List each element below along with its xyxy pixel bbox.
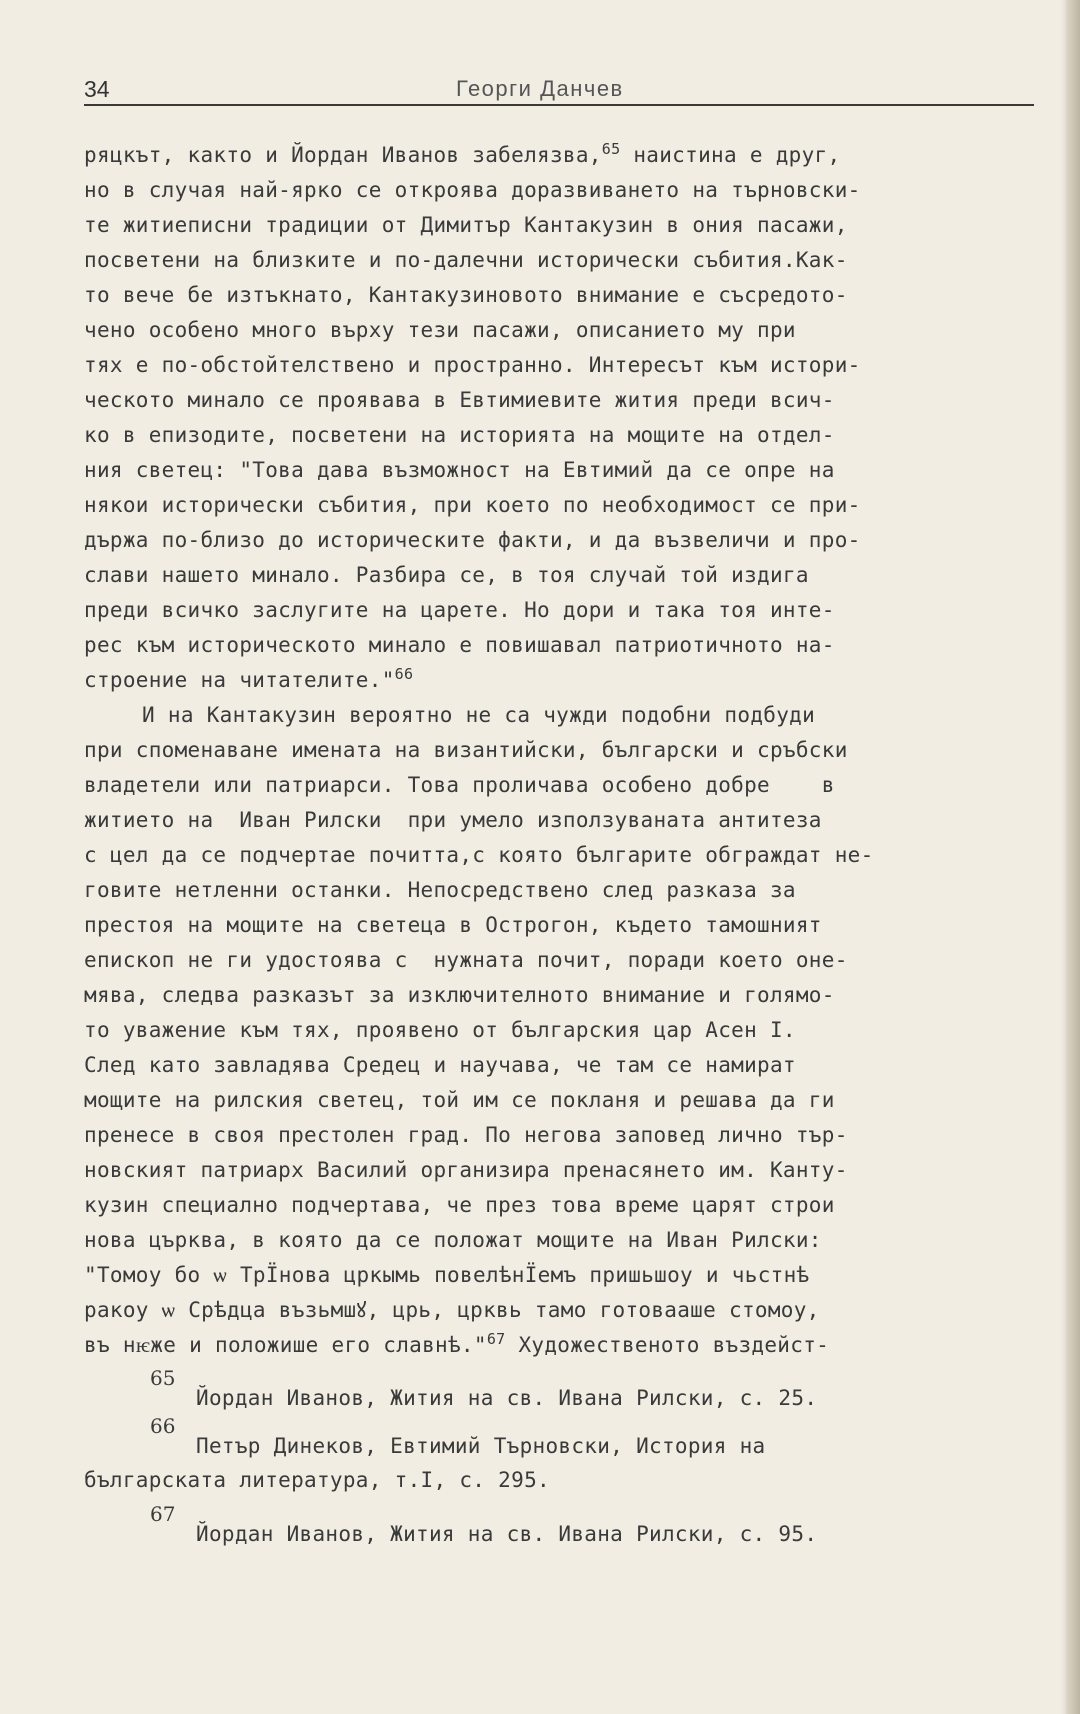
paragraph-start-line: И на Кантакузин вероятно не са чужди подобни подбуди: [142, 703, 816, 727]
text-line: пренесе в своя престолен град. По негова заповед лично тър-: [84, 1123, 848, 1147]
footnotes: [84, 1366, 1044, 1550]
text-line: ко в епизодите, посветени на историята на мощите на отдел-: [84, 423, 835, 447]
text-line: посветени на близките и по-далечни исторически събития.Как-: [84, 248, 848, 272]
quote-line: "Томоу бо ѡ ТрЇнова цркымь повелѣнЇемъ пришьшоу и чьстнѣ: [84, 1263, 810, 1287]
page-number: 34: [84, 76, 110, 102]
text-line: но в случая най-ярко се откроява доразвиването на търновски-: [84, 178, 861, 202]
footnote-number: 65: [150, 1366, 176, 1390]
footnote-text-continued: българската литература, т.I, с. 295.: [84, 1468, 550, 1492]
page-header: [84, 74, 1034, 104]
text-line: житието на Иван Рилски при умело използуваната антитеза: [84, 808, 822, 832]
footnote-text: Петър Динеков, Евтимий Търновски, История на: [196, 1434, 766, 1458]
text-line: строение на читателите."$^{66}$: [84, 665, 414, 692]
text-line: ния светец: "Това дава възможност на Евтимий да се опре на: [84, 458, 835, 482]
footnote-ref-65[interactable]: 65: [601, 140, 621, 158]
text-line: престоя на мощите на светеца в Острогон, където тамошният: [84, 913, 822, 937]
text-line: ческото минало се проявава в Евтимиевите жития преди всич-: [84, 388, 835, 412]
text-line: слави нашето минало. Разбира се, в тоя случай той издига: [84, 563, 809, 587]
text-line: След като завладява Средец и научава, че там се намират: [84, 1053, 796, 1077]
running-title: Георги Данчев: [456, 76, 624, 101]
footnote-ref-66[interactable]: 66: [394, 665, 414, 683]
text-line: владетели или патриарси. Това проличава особено добре в: [84, 773, 835, 797]
quote-line: въ нѥже и положише его славнѣ."$^{67}$ Художественото въздейст-: [84, 1330, 830, 1357]
text-line: мощите на рилския светец, той им се покланя и решава да ги: [84, 1088, 835, 1112]
text-line: епископ не ги удостоява с нужната почит, поради което оне-: [84, 948, 848, 972]
footnote-67: [84, 1502, 1044, 1550]
footnote-number: 66: [150, 1414, 176, 1438]
footnote-number: 67: [150, 1502, 176, 1526]
text-line: преди всичко заслугите на царете. Но дори и така тоя инте-: [84, 598, 835, 622]
text-line: то уважение към тях, проявено от българския цар Асен I.: [84, 1018, 796, 1042]
main-text: [84, 138, 1044, 1363]
footnote-text: Йордан Иванов, Жития на св. Ивана Рилски, с. 25.: [196, 1386, 818, 1410]
text-line: кузин специално подчертава, че през това време царят строи: [84, 1193, 835, 1217]
header-rule: [84, 104, 1034, 106]
text-line: някои исторически събития, при което по необходимост се при-: [84, 493, 861, 517]
text-line: тях е по-обстойтелствено и пространно. Интересът към истори-: [84, 353, 861, 377]
text-line: при споменаване имената на византийски, български и сръбски: [84, 738, 848, 762]
footnote-text: Йордан Иванов, Жития на св. Ивана Рилски, с. 95.: [196, 1522, 818, 1546]
text-line: нова църква, в която да се положат мощите на Иван Рилски:: [84, 1228, 822, 1252]
text-line: те житиеписни традиции от Димитър Кантакузин в ония пасажи,: [84, 213, 848, 237]
text-line: то вече бе изтъкнато, Кантакузиновото внимание е съсредото-: [84, 283, 848, 307]
text-line: рес към историческото минало е повишавал патриотичното на-: [84, 633, 835, 657]
text-line: мява, следва разказът за изключителното внимание и голямо-: [84, 983, 835, 1007]
text-line: новският патриарх Василий организира пренасянето им. Канту-: [84, 1158, 848, 1182]
text-line: държа по-близо до историческите факти, и да възвеличи и про-: [84, 528, 861, 552]
text-line: с цел да се подчертае почитта,с която българите обграждат не-: [84, 843, 874, 867]
page-edge: [1066, 0, 1080, 1714]
text-line: ряцкът, както и Йордан Иванов забелязва,$^{65}$ наистина е друг,: [84, 140, 841, 167]
quote-line: ракоу ѡ Срѣдца възьмшꙋ, црь, црквь тамо готовааше стомоу,: [84, 1298, 820, 1322]
footnote-66: [84, 1414, 1044, 1502]
footnote-ref-67[interactable]: 67: [486, 1330, 506, 1348]
footnote-65: [84, 1366, 1044, 1414]
text-line: говите нетленни останки. Непосредствено след разказа за: [84, 878, 796, 902]
text-line: чено особено много върху тези пасажи, описанието му при: [84, 318, 796, 342]
